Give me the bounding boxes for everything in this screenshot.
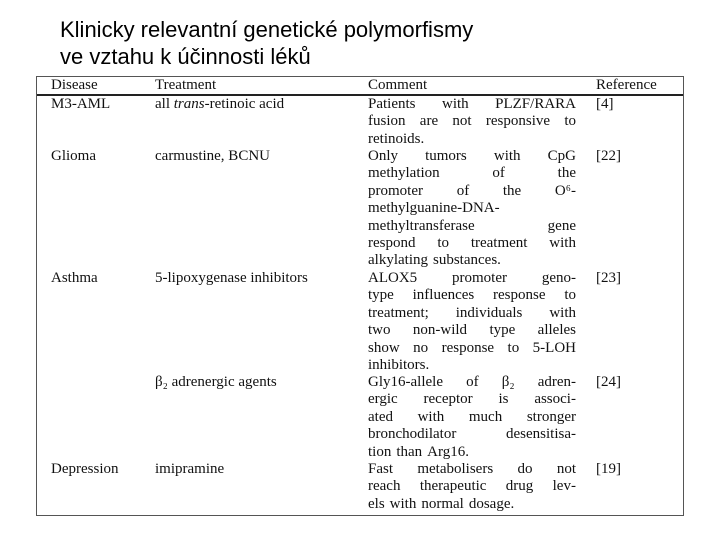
comment-line (368, 200, 576, 217)
comment-word: of (456, 182, 470, 199)
cell-reference: [22] (596, 148, 621, 164)
header-treatment: Treatment (155, 77, 217, 93)
comment-word: do (517, 461, 533, 477)
cell-comment (368, 148, 576, 270)
comment-word: with (549, 304, 576, 321)
cell-reference: [4] (596, 96, 614, 112)
comment-line (368, 478, 576, 495)
comment-word: respond (368, 234, 416, 251)
comment-word: β₂ (501, 374, 515, 390)
cell-disease: M3-AML (51, 96, 111, 112)
comment-line (368, 252, 576, 269)
comment-word: with (417, 408, 445, 425)
comment-line (368, 165, 576, 182)
cell-treatment: 5-lipoxygenase inhibitors (155, 270, 308, 286)
comment-word: to (564, 287, 576, 304)
comment-word: associ- (534, 391, 576, 408)
cell-treatment: β₂ adrenergic agents (155, 374, 277, 390)
comment-word: Gly16-allele (368, 374, 443, 390)
comment-line (368, 113, 576, 130)
comment-word: influences (412, 287, 475, 304)
comment-line (368, 270, 576, 287)
comment-word: promoter (368, 182, 423, 199)
cell-comment (368, 461, 576, 513)
comment-word: show (368, 339, 400, 356)
comment-word: reach (368, 478, 401, 495)
comment-word: 5-LOH (532, 339, 576, 356)
comment-word: with (549, 234, 576, 251)
comment-word: type (368, 287, 394, 304)
comment-line (368, 444, 576, 461)
comment-word: no (413, 339, 429, 356)
comment-word: with (389, 495, 417, 512)
comment-word: fusion (368, 113, 406, 130)
comment-word: adren- (537, 374, 576, 390)
comment-word: tion (368, 443, 392, 460)
slide-title (60, 16, 680, 70)
header-disease: Disease (51, 77, 98, 93)
comment-word: therapeutic (419, 478, 487, 495)
comment-word: with (441, 96, 469, 112)
comment-word: much (468, 408, 503, 425)
cell-disease: Depression (51, 461, 119, 477)
comment-word: alleles (537, 322, 576, 339)
comment-word: substances. (433, 252, 501, 269)
comment-word: methyltransferase (368, 217, 475, 234)
comment-word: lev- (552, 478, 576, 495)
comment-word: to (437, 234, 449, 251)
comment-word: individuals (455, 304, 523, 321)
cell-reference: [19] (596, 461, 621, 477)
comment-line (368, 235, 576, 252)
comment-word: type (489, 322, 516, 339)
treatment-prefix: all (155, 96, 174, 112)
comment-word: els (368, 495, 385, 512)
comment-word: Arg16. (427, 443, 469, 460)
comment-line (368, 305, 576, 322)
comment-line (368, 340, 576, 357)
comment-line (368, 287, 576, 304)
cell-comment (368, 374, 576, 461)
comment-word: non-wild (412, 322, 468, 339)
treatment-suffix: -retinoic acid (204, 96, 285, 112)
comment-line (368, 391, 576, 408)
comment-word: normal (421, 495, 464, 512)
comment-word: of (492, 165, 505, 182)
cell-treatment: imipramine (155, 461, 225, 477)
header-reference: Reference (596, 77, 657, 93)
comment-word: Patients (368, 96, 416, 112)
comment-word: desensitisa- (506, 426, 576, 443)
comment-line (368, 496, 576, 513)
comment-word: of (466, 374, 479, 390)
comment-line (368, 148, 576, 165)
comment-word: promoter (452, 270, 507, 286)
comment-word: ated (368, 408, 393, 425)
comment-word: ergic (368, 391, 398, 408)
polymorphism-table (36, 76, 684, 516)
comment-word: are (419, 113, 439, 130)
comment-word: geno- (541, 270, 576, 286)
comment-line (368, 322, 576, 339)
comment-word: Only (368, 148, 398, 164)
comment-line (368, 409, 576, 426)
cell-disease: Glioma (51, 148, 96, 164)
comment-word: PLZF/RARA (495, 96, 576, 112)
comment-word: stronger (526, 408, 576, 425)
comment-word: dosage. (468, 495, 515, 512)
comment-word: drug (505, 478, 534, 495)
treatment-italic: trans (173, 96, 205, 112)
comment-word: with (493, 148, 521, 164)
comment-word: responsive (485, 113, 551, 130)
cell-disease: Asthma (51, 270, 98, 286)
comment-line (368, 96, 576, 113)
title-line-1: Klinicky relevantní genetické polymorfismy (60, 17, 474, 42)
comment-word: than (396, 443, 423, 460)
comment-line (368, 426, 576, 443)
comment-word: Fast (368, 461, 394, 477)
cell-comment (368, 96, 576, 148)
comment-line (368, 218, 576, 235)
comment-word: treatment (470, 234, 528, 251)
comment-line (368, 461, 576, 478)
comment-word: tumors (425, 148, 467, 164)
comment-word: the (502, 182, 522, 199)
comment-word: alkylating (368, 252, 428, 269)
cell-reference: [23] (596, 270, 621, 286)
cell-treatment (155, 96, 365, 113)
comment-word: O⁶- (554, 182, 576, 199)
comment-word: to (564, 113, 576, 130)
cell-reference: [24] (596, 374, 621, 390)
comment-word: is (498, 391, 509, 408)
cell-comment (368, 270, 576, 374)
comment-word: treatment; (368, 304, 429, 321)
comment-word: gene (547, 217, 576, 234)
comment-line (368, 357, 576, 374)
comment-line (368, 131, 576, 148)
comment-word: inhibitors. (368, 356, 430, 373)
comment-word: retinoids. (368, 130, 425, 147)
comment-word: the (557, 165, 576, 182)
comment-word: bronchodilator (368, 426, 457, 443)
comment-word: not (452, 113, 472, 130)
comment-word: ALOX5 (368, 270, 418, 286)
comment-word: metabolisers (417, 461, 494, 477)
comment-word: response (493, 287, 546, 304)
comment-line (368, 374, 576, 391)
comment-word: CpG (547, 148, 576, 164)
comment-word: response (441, 339, 495, 356)
comment-word: methylation (368, 165, 440, 182)
title-line-2: ve vztahu k účinnosti léků (60, 44, 311, 69)
cell-treatment: carmustine, BCNU (155, 148, 270, 164)
comment-word: to (507, 339, 520, 356)
comment-word: methylguanine-DNA- (368, 200, 500, 217)
header-comment: Comment (368, 77, 428, 93)
comment-word: two (368, 322, 391, 339)
comment-line (368, 183, 576, 200)
comment-word: receptor (423, 391, 473, 408)
comment-word: not (556, 461, 576, 477)
